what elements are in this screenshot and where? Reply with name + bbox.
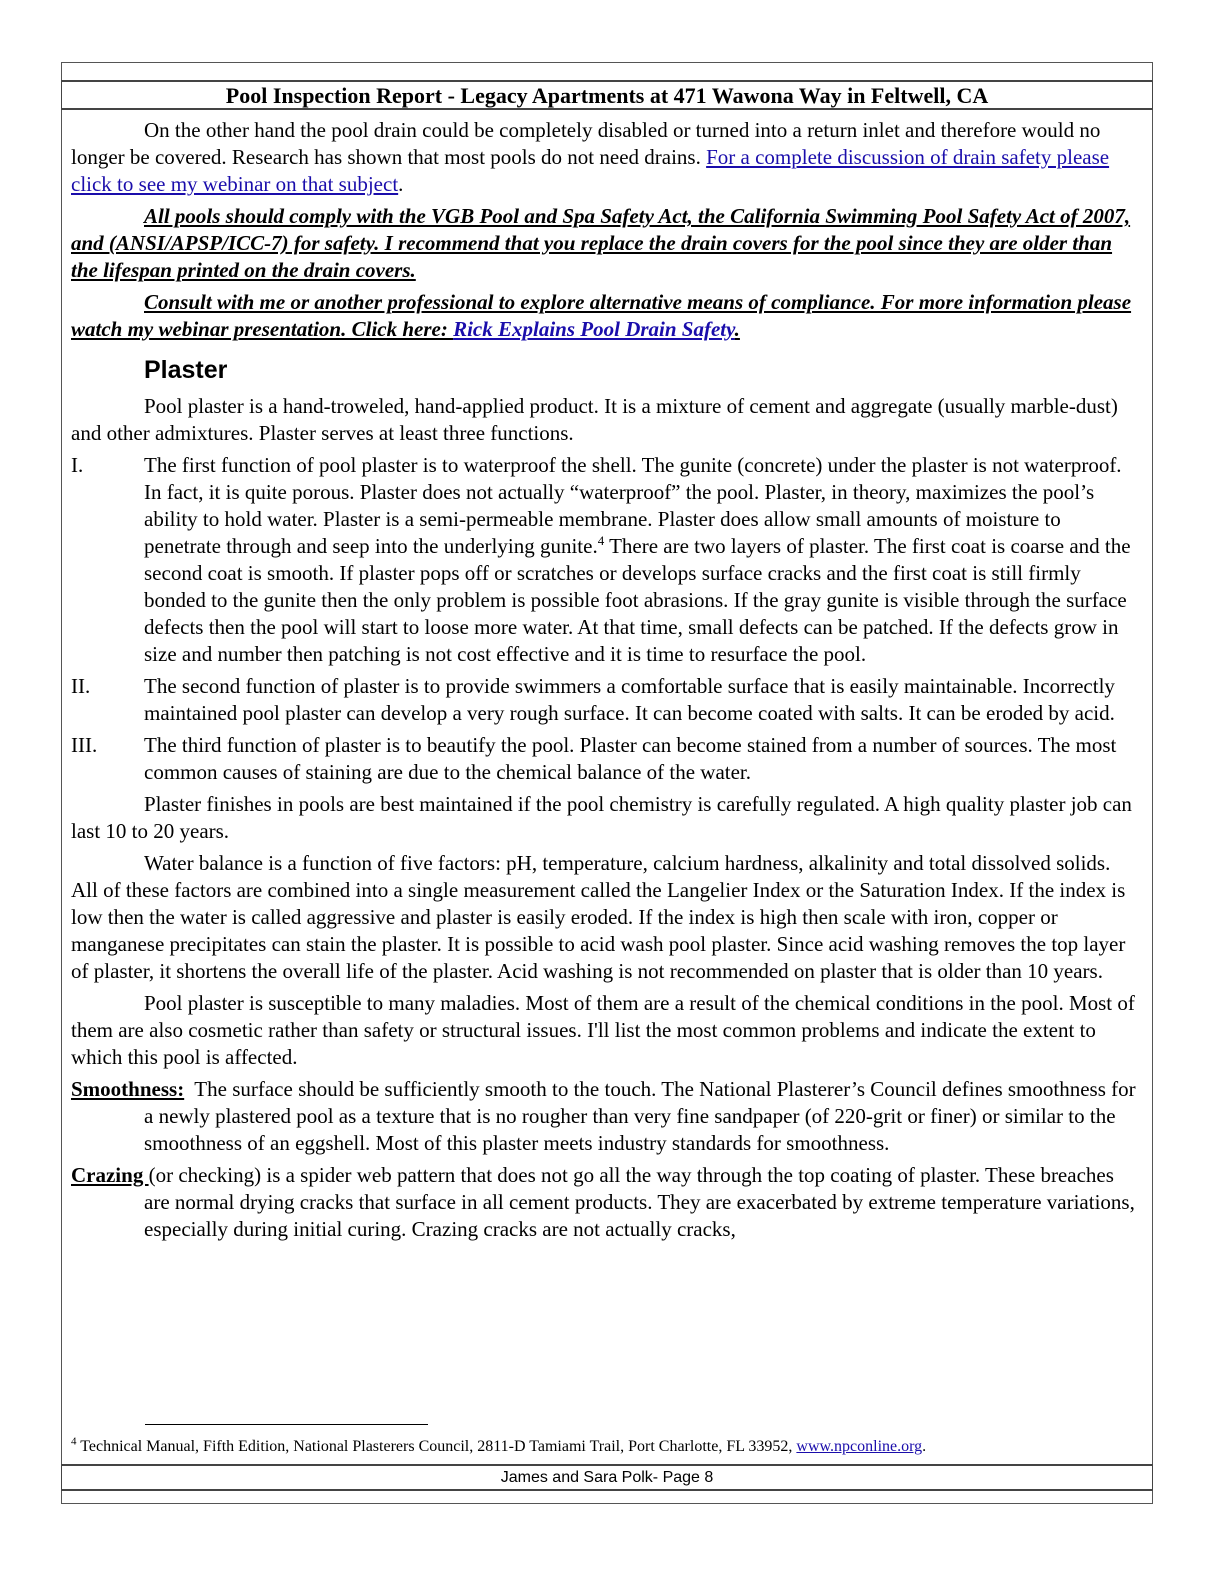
list-number: II. — [71, 674, 91, 698]
footnote-separator — [145, 1424, 428, 1425]
punctuation: . — [398, 172, 404, 196]
crazing-text: (or checking) is a spider web pattern that does not go all the way through the top coating of plaster. These breaches are normal drying cracks that surface in all cement products. They are exacerbated by extreme temperature variations, especially during initial curing. Crazing cracks are not actually cracks, — [144, 1163, 1135, 1241]
function-item-3 — [71, 732, 1141, 786]
footnote-number: 4 — [71, 1435, 77, 1448]
page-content — [71, 117, 1141, 1248]
smoothness-paragraph — [71, 1076, 1141, 1157]
function-item-1 — [71, 452, 1141, 668]
function-item-2 — [71, 673, 1141, 727]
punctuation: . — [922, 1438, 927, 1455]
footnote-ref[interactable]: 4 — [597, 533, 605, 548]
smoothness-term: Smoothness: — [71, 1077, 185, 1101]
list-text: The third function of plaster is to beautify the pool. Plaster can become stained from a number of sources. The most common causes of staining are due to the chemical balance of the water. — [144, 733, 1117, 784]
consult-paragraph — [71, 289, 1141, 343]
list-number: III. — [71, 733, 98, 757]
function-text-cont: There are two layers of plaster. The first coat is coarse and the second coat is smooth. If plaster pops off or scratches or develops surface cracks and the first coat is still firmly bonded to the gunite then the only problem is possible foot abrasions. If the gray gunite is visible through the surface defects then the pool will start to loose more water. At that time, small defects can be patched. If the defects grow in size and number then patching is not cost effective and it is time to resurface the pool. — [144, 534, 1131, 666]
pool-drain-safety-link[interactable]: Rick Explains Pool Drain Safety — [453, 317, 735, 341]
section-heading-plaster: Plaster — [144, 356, 228, 384]
punctuation: . — [734, 317, 740, 341]
crazing-term: Crazing — [71, 1163, 149, 1187]
compliance-recommendation: All pools should comply with the VGB Pool and Spa Safety Act, the California Swimming Pool Safety Act of 2007, and (ANSI/APSP/ICC-7) for safety. I recommend that you replace the drain covers for the pool since they are older than the lifespan printed on the drain covers. — [71, 204, 1131, 282]
drain-paragraph — [71, 117, 1141, 198]
footnote — [71, 1437, 926, 1457]
npconline-link[interactable]: www.npconline.org — [796, 1438, 923, 1455]
function-text: The first function of pool plaster is to waterproof the shell. The gunite (concrete) under the plaster is not waterproof. In fact, it is quite porous. Plaster does not actually “waterproof” the pool. Plaster, in theory, maximizes the pool’s ability to hold water. Plaster is a semi-permeable membrane. Plaster does allow small amounts of moisture to penetrate through and seep into the underlying gunite. — [144, 453, 1122, 558]
list-text: The second function of plaster is to provide swimmers a comfortable surface that is easily maintainable. Incorrectly maintained pool plaster can develop a very rough surface. It can become coated with salts. It can be eroded by acid. — [144, 674, 1115, 725]
list-text — [144, 452, 1141, 668]
page-header — [61, 80, 1153, 110]
maladies-paragraph: Pool plaster is susceptible to many maladies. Most of them are a result of the chemical conditions in the pool. Most of them are also cosmetic rather than safety or structural issues. I'll list the most common problems and indicate the extent to which this pool is affected. — [71, 991, 1135, 1069]
report-title: Pool Inspection Report - Legacy Apartments at 471 Wawona Way in Feltwell, CA — [225, 83, 989, 108]
footnote-text: Technical Manual, Fifth Edition, National Plasterers Council, 2811-D Tamiami Trail, Port Charlotte, FL 33952, — [76, 1438, 797, 1455]
drain-text: On the other hand the pool drain could be completely disabled or turned into a return inlet and therefore would no longer be covered. Research has shown that most pools do not need drains. — [71, 118, 1101, 169]
footer-text: James and Sara Polk- Page 8 — [500, 1469, 714, 1486]
water-balance-paragraph: Water balance is a function of five factors: pH, temperature, calcium hardness, alkalinity and total dissolved solids. All of these factors are combined into a single measurement called the Langelier Index or the Saturation Index. If the index is low then the water is called aggressive and plaster is easily eroded. If the index is high then scale with iron, copper or manganese precipitates can stain the plaster. It is possible to acid wash pool plaster. Since acid washing removes the top layer of plaster, it shortens the overall life of the plaster. Acid washing is not recommended on plaster that is older than 10 years. — [71, 851, 1126, 983]
consult-text: Consult with me or another professional to explore alternative means of compliance. For more information please watch my webinar presentation. Click here: — [71, 290, 1132, 341]
list-number: I. — [71, 453, 84, 477]
plaster-intro: Pool plaster is a hand-troweled, hand-applied product. It is a mixture of cement and aggregate (usually marble-dust) and other admixtures. Plaster serves at least three functions. — [71, 394, 1118, 445]
crazing-paragraph — [71, 1162, 1141, 1243]
finishes-paragraph: Plaster finishes in pools are best maintained if the pool chemistry is carefully regulated. A high quality plaster job can last 10 to 20 years. — [71, 792, 1132, 843]
smoothness-text: The surface should be sufficiently smooth to the touch. The National Plasterer’s Council defines smoothness for a newly plastered pool as a texture that is no rougher than very fine sandpaper (of 220-grit or finer) or similar to the smoothness of an eggshell. Most of this plaster meets industry standards for smoothness. — [144, 1077, 1141, 1155]
page-footer — [61, 1464, 1153, 1491]
drain-webinar-link[interactable]: For a complete discussion of drain safety please click to see my webinar on that subject — [71, 145, 1110, 196]
